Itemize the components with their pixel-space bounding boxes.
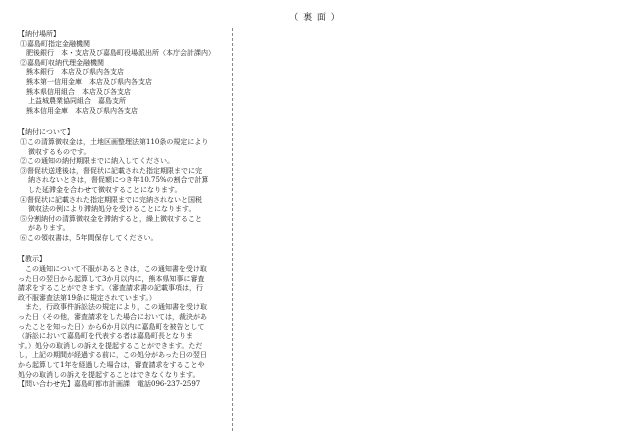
- left-column: [18, 30, 228, 390]
- payment-place-section: [18, 30, 228, 116]
- payment-notes-section: [18, 128, 228, 243]
- payment-note-line: した延滞金を合わせて徴収することになります。: [28, 185, 182, 194]
- notice-line: 請求をすることができます。（審査請求書の記載事項は，行: [18, 284, 203, 293]
- notice-heading: 【教示】: [18, 255, 46, 264]
- payment-place-line: ①嘉島町指定金融機関: [20, 39, 90, 48]
- notice-section: [18, 255, 228, 380]
- payment-place-line: ②嘉島町収納代理金融機関: [20, 58, 104, 67]
- notice-paragraph: [18, 265, 228, 380]
- payment-place-line: 熊本第一信用金庫 本店及び県内各支店: [26, 77, 152, 86]
- notice-line: から起算して1年を経過した場合は，審査請求をすることや: [18, 361, 205, 369]
- payment-place-line: 肥後銀行 本・支店及び嘉島町役場派出所（本庁会計課内）: [26, 49, 215, 58]
- notice-line: った日（その他，審査請求をした場合においては，裁決があ: [18, 313, 207, 322]
- notice-line: ったことを知った日）から6か月以内に嘉島町を被告として: [18, 322, 205, 331]
- payment-place-line: 熊本県信用組合 本店及び各支店: [26, 87, 131, 96]
- notice-line: った日の翌日から起算して3か月以内に，熊本県知事に審査: [18, 274, 205, 283]
- payment-note-line: ②この通知の納付期限までに納入してください。: [20, 157, 174, 166]
- payment-note-line: ①この清算徴収金は，土地区画整理法第110条の規定により: [20, 137, 209, 146]
- payment-note-line: 徴収するものです。: [28, 147, 91, 156]
- payment-note-line: 納されないときは，督促額につき年10.75%の割合で計算: [28, 176, 209, 185]
- payment-note-line: 徴収法の例により滞納処分を受けることになります。: [28, 205, 196, 214]
- fold-divider: [232, 28, 233, 431]
- payment-note-line: ③督促状送達後は，督促状に記載された指定期限までに完: [20, 166, 202, 175]
- payment-place-line: 熊本信用金庫 本店及び県内各支店: [26, 106, 138, 115]
- notice-line: 政不服審査法第19条に規定されています。）: [18, 293, 156, 302]
- payment-note-line: ④督促状に記載された指定期限までに完納されないと国税: [20, 195, 202, 204]
- notice-line: す。）処分の取消しの訴えを提起することができます。ただ: [18, 341, 203, 350]
- payment-note-line: ⑥この領収書は，5年間保存してください。: [20, 233, 158, 242]
- payment-place-line: 熊本銀行 本店及び県内各支店: [26, 68, 124, 77]
- notice-line: この通知について不服があるときは，この通知書を受け取: [18, 265, 207, 274]
- page-title: （ 裏 面 ）: [289, 13, 341, 23]
- notice-line: 処分の取消しの訴えを提起することはできなくなります。: [18, 370, 200, 379]
- contact-line: 【問い合わせ先】嘉島町都市計画課 電話096-237-2597: [18, 380, 201, 389]
- payment-note-line: があります。: [28, 224, 70, 233]
- notice-line: また，行政事件訴訟法の規定により，この通知書を受け取: [18, 303, 207, 312]
- notice-line: （訴訟において嘉島町を代表する者は嘉島町長となりま: [18, 332, 193, 341]
- payment-notes-list: [18, 138, 228, 244]
- payment-place-heading: 【納付場所】: [18, 30, 60, 38]
- notice-line: し，上記の期間が経過する前に，この処分があった日の翌日: [18, 351, 207, 360]
- payment-place-line: 上益城農業協同組合 嘉島支所: [28, 97, 126, 106]
- payment-notes-heading: 【納付について】: [18, 128, 74, 137]
- payment-place-list: [18, 40, 228, 117]
- payment-note-line: ⑤分割納付の清算徴収金を滞納すると，繰上徴収すること: [20, 214, 202, 223]
